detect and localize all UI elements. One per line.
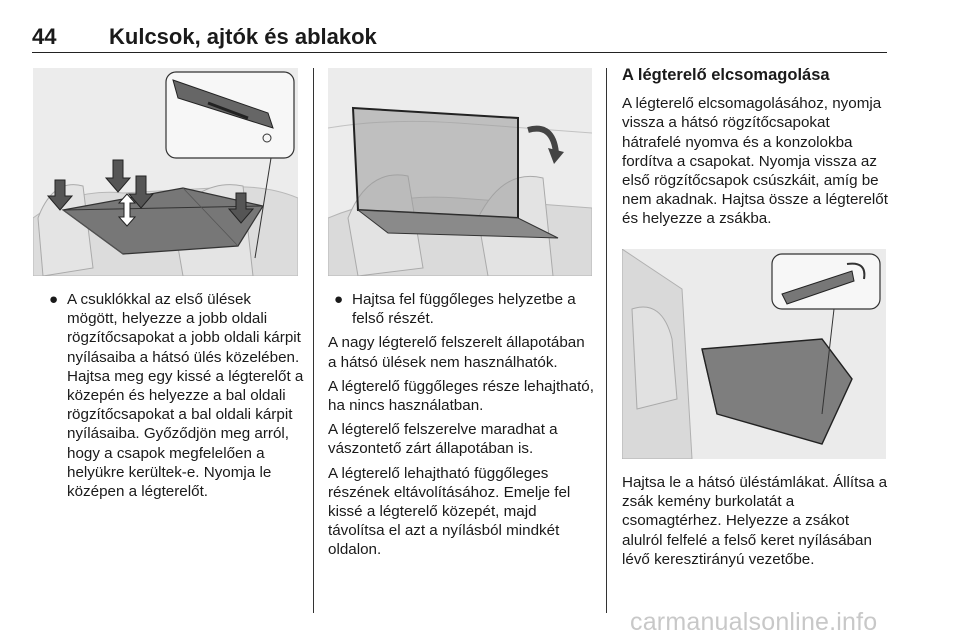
page-number: 44 (32, 24, 57, 49)
column-3-bottom (622, 473, 888, 574)
bullet-dot: ● (49, 291, 59, 308)
instruction-bullet (43, 290, 305, 501)
column-divider-right (606, 68, 607, 613)
figure-deflector-install (33, 68, 298, 276)
bullet-dot: ● (334, 291, 344, 308)
figure-deflector-fold-up (328, 68, 592, 276)
bullet-text: A csuklókkal az első ülések mögött, helyezze a jobb oldali rögzítőcsapokat a jobb oldali kárpit nyílásaiba a hátsó ülés közelében. Hajtsa meg egy kissé a légterelőt a közepén és helyezze a bal oldali rögzítőcsapokat a bal oldali kárpit nyílásaiba. Győződjön meg arról, hogy a csapok megfelelően a helyükre kerültek-e. Nyomja le középen a légterelőt. (67, 291, 304, 501)
paragraph: A légterelő lehajtható függőleges részének eltávolításához. Emelje fel kissé a légterelő közepét, majd távolítsa el azt a nyílásból mindkét oldalon. (328, 464, 571, 559)
paragraph: A légterelő függőleges része lehajtható, ha nincs használatban. (328, 377, 594, 415)
page-header (32, 22, 887, 53)
paragraph: A légterelő elcsomagolásához, nyomja vissza a hátsó rögzítőcsapokat hátrafelé nyomva és a konzolokba fordítva a csapokat. Nyomja vissza az első rögzítőcsapok csúszkáit, amíg be nem akadnak. Hajtsa össze a légterelőt és helyezze a zsákba. (622, 95, 888, 228)
bullet-text: Hajtsa fel függőleges helyzetbe a felső részét. (352, 291, 576, 328)
column-1 (43, 290, 305, 506)
paragraph: A nagy légterelő felszerelt állapotában a hátsó ülések nem használhatók. (328, 334, 585, 371)
watermark: carmanualsonline.info (630, 608, 878, 636)
page-title: Kulcsok, ajtók és ablakok (109, 24, 377, 49)
paragraph: A légterelő felszerelve maradhat a vászontető zárt állapotában is. (328, 421, 558, 458)
figure-deflector-stow-bag (622, 249, 886, 459)
paragraph: Hajtsa le a hátsó üléstámlákat. Állítsa a zsák kemény burkolatát a csomagtérhez. Helyezze a zsákot alulról felfelé a felső keret nyílásában lévő keresztirányú vezetőbe. (622, 474, 888, 568)
column-3-top (622, 66, 888, 234)
instruction-bullet (328, 290, 594, 328)
column-divider-left (313, 68, 314, 613)
column-2 (328, 290, 594, 565)
section-heading: A légterelő elcsomagolása (622, 66, 830, 84)
